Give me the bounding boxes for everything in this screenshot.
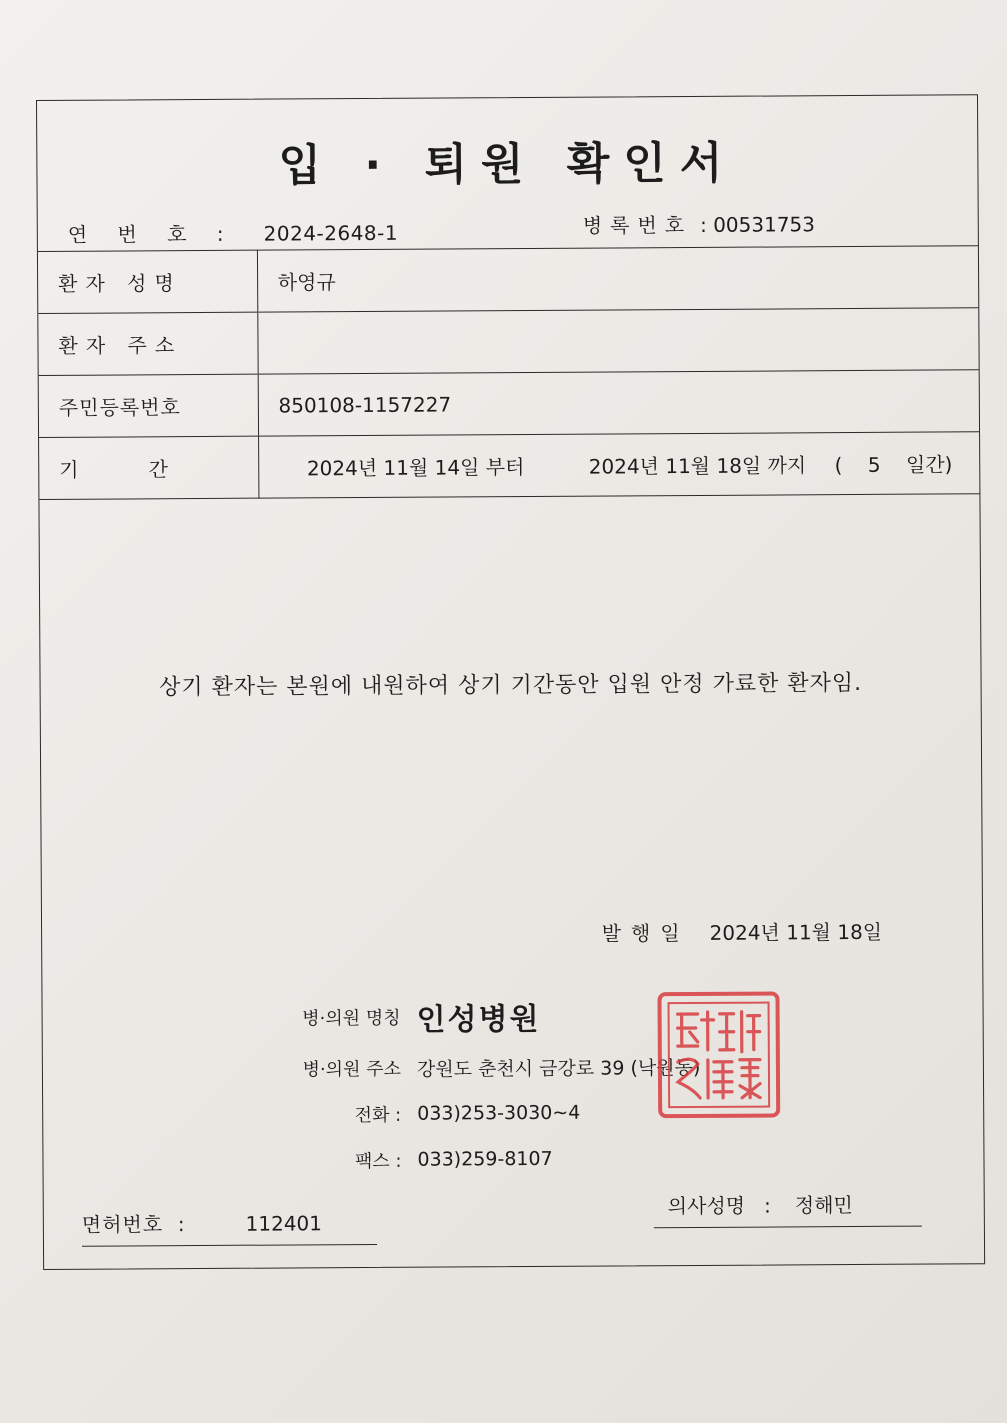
serial-number-value: 2024-2648-1 (263, 220, 399, 246)
issue-date-label: 발행일 (601, 921, 690, 946)
period-value (258, 432, 979, 498)
hospital-phone-label: 전화 : (354, 1104, 402, 1127)
resident-id-label: 주민등록번호 (39, 374, 259, 437)
hospital-info (282, 987, 701, 1184)
record-number-label: 병록번호 (582, 212, 693, 238)
hospital-address-value: 강원도 춘천시 금강로 39 (낙원동) (416, 1056, 701, 1081)
table-row (39, 370, 979, 438)
period-end: 2024년 11월 18일 까지 (588, 453, 807, 479)
hospital-address-row (283, 1043, 701, 1092)
hospital-fax-row (283, 1135, 701, 1184)
patient-info-table (38, 245, 980, 500)
patient-address-value (257, 308, 978, 374)
issue-date-row (602, 916, 883, 947)
document-title: 입 · 퇴원 확인서 (278, 137, 737, 192)
patient-address-label: 환자 주소 (38, 312, 258, 375)
period-start: 2024년 11월 14일 부터 (306, 455, 525, 481)
hospital-name-value: 인성병원 (416, 1001, 541, 1038)
hospital-seal-stamp (657, 991, 780, 1118)
hospital-name-row (282, 987, 700, 1046)
hospital-fax-value: 033)259-8107 (417, 1147, 553, 1171)
patient-name-label: 환자 성명 (38, 250, 258, 313)
patient-name-value: 하영규 (257, 246, 978, 312)
hospital-fax-label: 팩스 : (354, 1150, 402, 1173)
table-row (38, 308, 978, 376)
doctor-name-row (654, 1189, 922, 1229)
serial-number-row (68, 217, 398, 248)
hospital-address-label: 병·의원 주소 (302, 1058, 401, 1081)
issue-date-value: 2024년 11월 18일 (709, 919, 883, 945)
doctor-name-label: 의사성명 : (667, 1193, 771, 1219)
confirmation-statement: 상기 환자는 본원에 내원하여 상기 기간동안 입원 안정 가료한 환자임. (159, 670, 863, 701)
resident-id-value: 850108-1157227 (258, 370, 979, 436)
doctor-name-value: 정해민 (794, 1193, 853, 1218)
hospital-name-label: 병·의원 명칭 (302, 1007, 401, 1030)
license-number-value: 112401 (245, 1211, 323, 1236)
period-days: ( 5 일간) (834, 452, 953, 478)
period-label: 기간 (39, 436, 259, 499)
table-row (39, 432, 979, 500)
seal-glyphs-icon (672, 1006, 767, 1105)
license-number-label: 면허번호 : (81, 1212, 186, 1237)
license-number-row (82, 1207, 377, 1247)
record-number-value: : 00531753 (699, 212, 816, 237)
hospital-phone-row (283, 1089, 701, 1138)
record-number-row (583, 208, 815, 238)
hospital-phone-value: 033)253-3030~4 (417, 1101, 581, 1125)
serial-number-label: 연 번 호 : (67, 221, 236, 247)
table-row (38, 246, 978, 314)
document-frame (36, 94, 985, 1270)
